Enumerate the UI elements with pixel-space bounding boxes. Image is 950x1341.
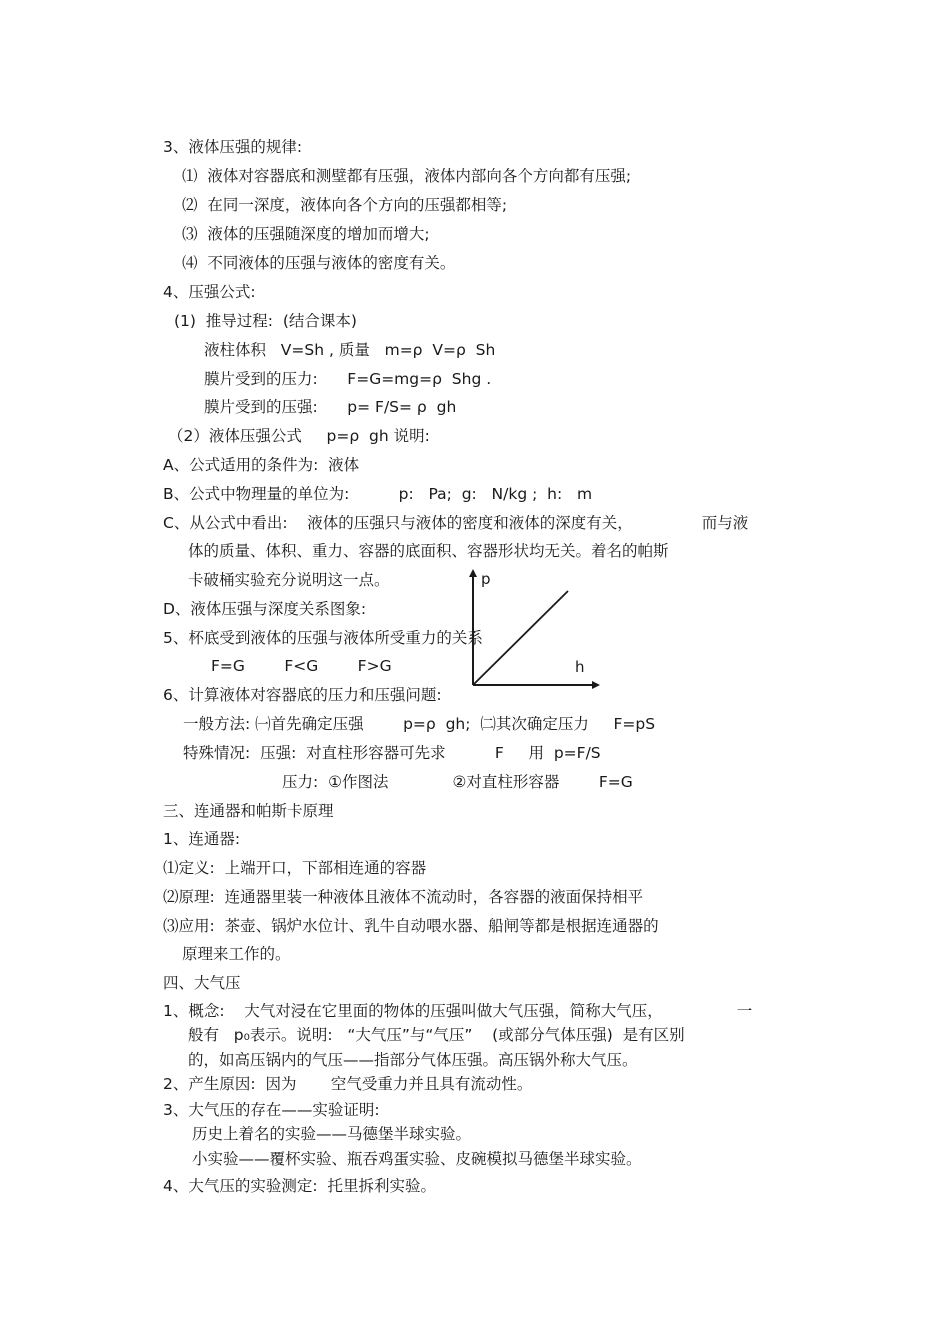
- section-4-title: 四、大气压: [163, 974, 241, 992]
- item-c-cont-2: 卡破桶实验充分说明这一点。: [188, 571, 390, 589]
- derivation-pressure: 膜片受到的压强: p= F/S= ρ gh: [204, 398, 457, 416]
- connector-definition: ⑴定义: 上端开口，下部相连通的容器: [163, 859, 427, 877]
- force-relations: F=G F<G F>G: [211, 657, 392, 675]
- atm-cause: 2、产生原因: 因为 空气受重力并且具有流动性。: [163, 1075, 533, 1093]
- formula-explanation-heading: （2）液体压强公式 p=ρ gh 说明:: [168, 427, 430, 445]
- item-a: A、公式适用的条件为: 液体: [163, 456, 360, 474]
- heading-pressure-formula: 4、压强公式:: [163, 283, 256, 301]
- pressure-depth-graph: [455, 565, 615, 695]
- heading-liquid-pressure-rules: 3、液体压强的规律:: [163, 138, 303, 156]
- pressure-depth-line: [473, 591, 568, 685]
- x-axis-label: h: [575, 658, 585, 676]
- item-b: B、公式中物理量的单位为: p: Pa; g: N/kg ; h: m: [163, 485, 593, 503]
- atm-concept: 1、概念: 大气对浸在它里面的物体的压强叫做大气压强，简称大气压， 一: [163, 1002, 753, 1020]
- heading-cup-bottom: 5、杯底受到液体的压强与液体所受重力的关系: [163, 629, 483, 647]
- rule-2: ⑵ 在同一深度，液体向各个方向的压强都相等;: [182, 196, 508, 214]
- y-axis-label: p: [481, 570, 491, 588]
- derivation-volume-mass: 液柱体积 V=Sh , 质量 m=ρ V=ρ Sh: [204, 341, 496, 359]
- derivation-force: 膜片受到的压力: F=G=mg=ρ Shg .: [204, 370, 492, 388]
- item-c: C、从公式中看出: 液体的压强只与液体的密度和液体的深度有关， 而与液: [163, 514, 749, 532]
- atm-small-experiments: 小实验——覆杯实验、瓶吞鸡蛋实验、皮碗模拟马德堡半球实验。: [192, 1150, 642, 1168]
- special-case-force: 压力: ①作图法 ②对直柱形容器 F=G: [282, 773, 633, 791]
- heading-connector: 1、连通器:: [163, 830, 241, 848]
- general-method: 一般方法: ㈠首先确定压强 p=ρ gh; ㈡其次确定压力 F=pS: [183, 715, 656, 733]
- item-d: D、液体压强与深度关系图象:: [163, 600, 367, 618]
- section-3-title: 三、连通器和帕斯卡原理: [163, 802, 334, 820]
- connector-application-cont: 原理来工作的。: [182, 945, 291, 963]
- rule-4: ⑷ 不同液体的压强与液体的密度有关。: [182, 254, 456, 272]
- atm-concept-cont-1: 般有 p₀表示。说明: “大气压”与“气压” (或部分气体压强) 是有区别: [188, 1026, 685, 1044]
- atm-existence: 3、大气压的存在——实验证明:: [163, 1101, 380, 1119]
- rule-1: ⑴ 液体对容器底和测壁都有压强，液体内部向各个方向都有压强;: [182, 167, 632, 185]
- atm-measurement: 4、大气压的实验测定: 托里拆利实验。: [163, 1177, 436, 1195]
- item-c-cont-1: 体的质量、体积、重力、容器的底面积、容器形状均无关。着名的帕斯: [188, 542, 669, 560]
- atm-historic-experiment: 历史上着名的实验——马德堡半球实验。: [192, 1125, 472, 1143]
- rule-3: ⑶ 液体的压强随深度的增加而增大;: [182, 225, 430, 243]
- derivation-heading: (1) 推导过程: (结合课本): [174, 312, 357, 330]
- connector-application: ⑶应用: 茶壶、锅炉水位计、乳牛自动喂水器、船闸等都是根据连通器的: [163, 917, 659, 935]
- special-case-pressure: 特殊情况: 压强: 对直柱形容器可先求 F 用 p=F/S: [183, 744, 601, 762]
- heading-calculation: 6、计算液体对容器底的压力和压强问题:: [163, 686, 442, 704]
- atm-concept-cont-2: 的，如高压锅内的气压——指部分气体压强。高压锅外称大气压。: [188, 1051, 638, 1069]
- connector-principle: ⑵原理: 连通器里装一种液体且液体不流动时，各容器的液面保持相平: [163, 888, 644, 906]
